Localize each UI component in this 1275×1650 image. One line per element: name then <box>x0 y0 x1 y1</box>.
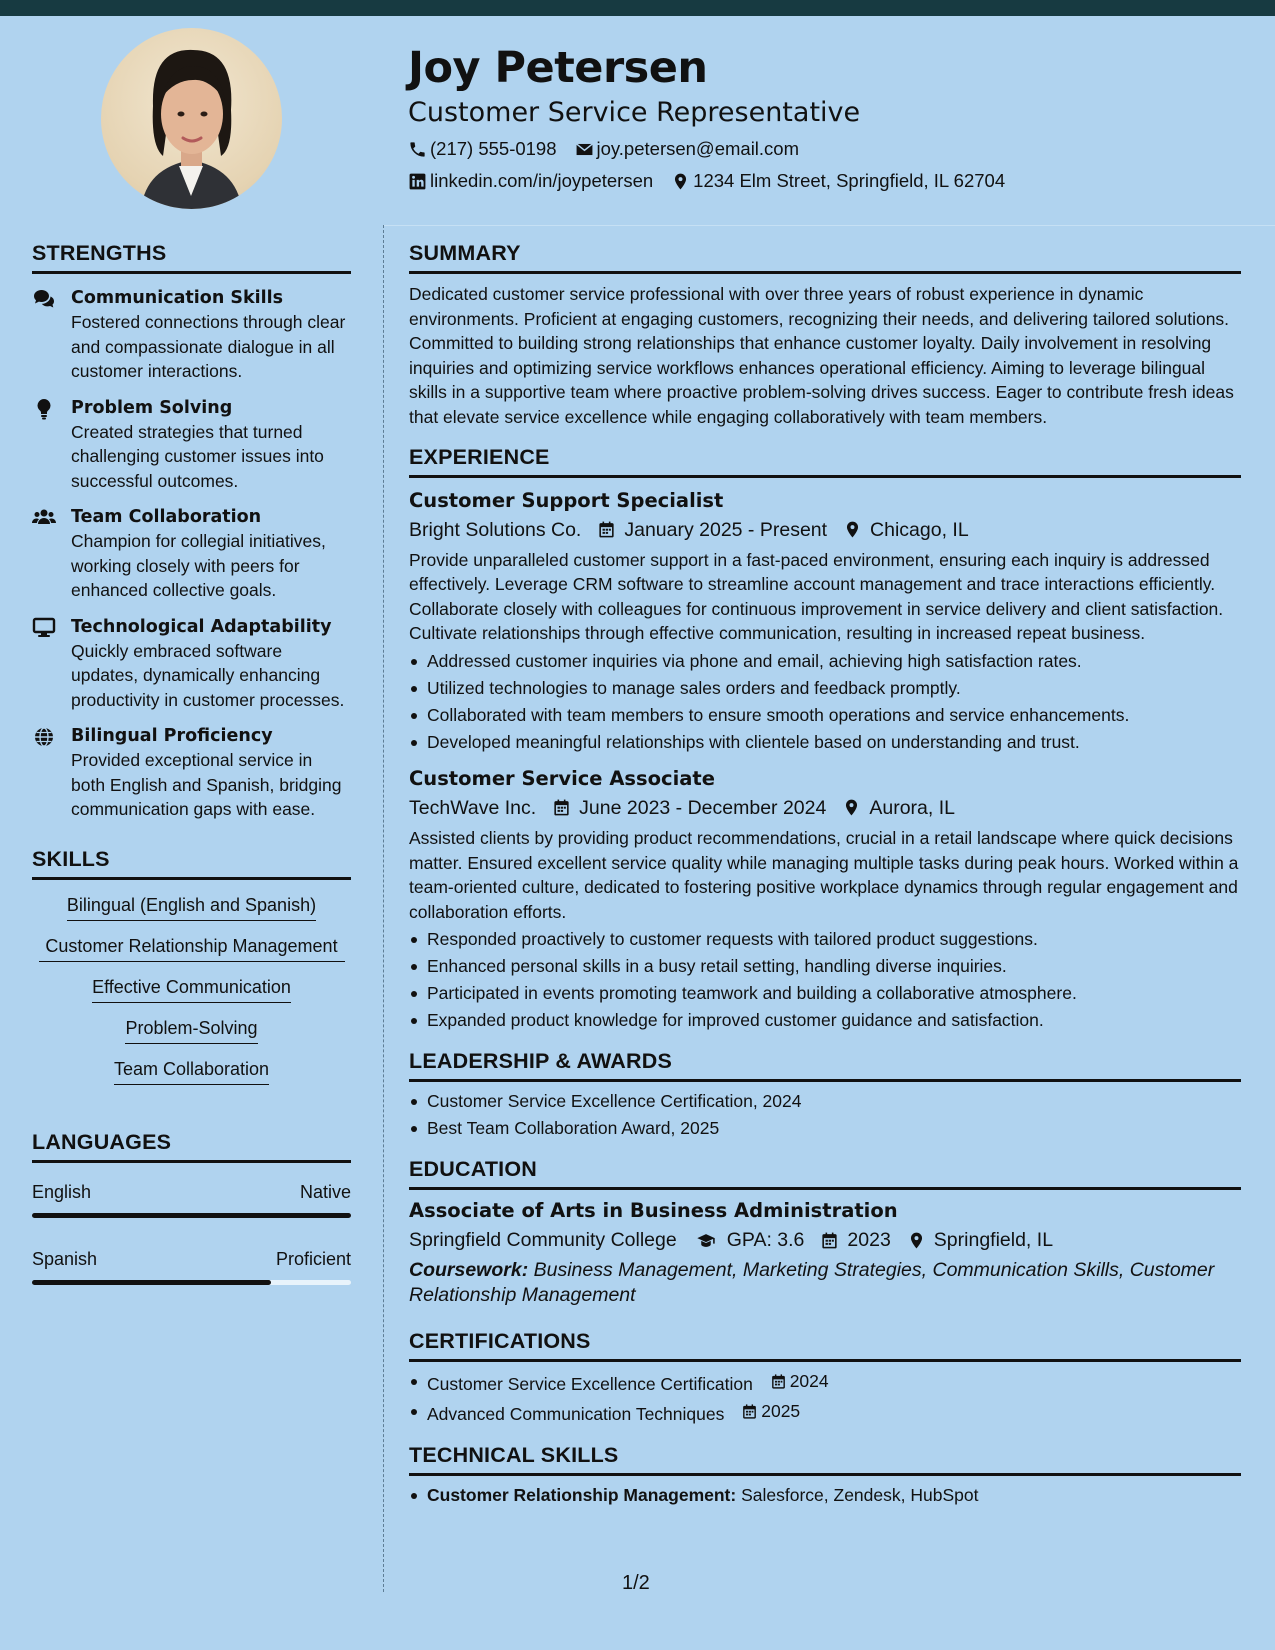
comments-icon <box>32 288 56 310</box>
strength-title: Team Collaboration <box>71 507 262 527</box>
column-divider <box>383 225 384 1592</box>
skills-list <box>32 893 351 1085</box>
phone-contact[interactable] <box>408 138 557 160</box>
skills-heading: SKILLS <box>32 846 351 880</box>
skill-item <box>32 1016 351 1044</box>
header <box>408 40 1023 194</box>
envelope-icon <box>575 140 594 159</box>
strength-desc: Provided exceptional service in both English and Spanish, bridging communication gaps with ease. <box>71 750 342 819</box>
linkedin-text: linkedin.com/in/joypetersen <box>430 170 654 191</box>
certification-name: Advanced Communication Techniques <box>427 1404 725 1425</box>
skill-label: Effective Communication <box>92 975 291 1003</box>
bullet-item: Enhanced personal skills in a busy retail setting, handling diverse inquiries. <box>409 953 1241 980</box>
email-text: joy.petersen@email.com <box>596 138 800 159</box>
bullet-item: Developed meaningful relationships with clientele based on understanding and trust. <box>409 729 1241 756</box>
language-bar <box>32 1280 351 1285</box>
language-item <box>32 1179 351 1218</box>
degree-title: Associate of Arts in Business Administration <box>409 1199 898 1223</box>
strength-item <box>32 615 351 713</box>
bullet-item: Participated in events promoting teamwork and building a collaborative atmosphere. <box>409 980 1241 1007</box>
calendar-icon <box>820 1231 839 1250</box>
bullet-item: Expanded product knowledge for improved customer guidance and satisfaction. <box>409 1007 1241 1034</box>
language-name: English <box>32 1181 92 1202</box>
graduation-year: 2023 <box>847 1229 891 1252</box>
calendar-icon <box>741 1403 758 1420</box>
strength-title: Problem Solving <box>71 397 233 418</box>
job-company: TechWave Inc. <box>409 796 537 819</box>
job-meta <box>409 794 1241 822</box>
skill-label: Customer Relationship Management <box>39 934 345 962</box>
skill-label: Team Collaboration <box>114 1057 269 1085</box>
certification-year: 2025 <box>761 1401 801 1422</box>
awards-list <box>409 1088 1241 1142</box>
globe-icon <box>32 726 56 748</box>
skill-item <box>32 893 351 921</box>
strength-title: Communication Skills <box>71 288 284 308</box>
linkedin-icon <box>408 172 427 191</box>
language-name: Spanish <box>32 1248 98 1269</box>
education-heading: EDUCATION <box>409 1156 1241 1190</box>
job-description: Provide unparalleled customer support in a fast-paced environment, ensuring each inquiry is addressed effectively. Leverage CRM software to streamline account management and trace interactions efficiently. Collaborate closely with colleagues for continuous improvement in service delivery and client satisfaction. Cultivate relationships through effective communication, resulting in increased repeat business. <box>409 549 1224 644</box>
top-bar <box>0 0 1275 16</box>
certification-name: Customer Service Excellence Certification <box>427 1374 753 1395</box>
job-entry <box>409 766 1241 1034</box>
skill-item <box>32 975 351 1003</box>
users-icon <box>32 507 56 529</box>
technical-skills-list <box>409 1482 1241 1509</box>
strength-desc: Created strategies that turned challenging customer issues into successful outcomes. <box>71 421 324 491</box>
certifications-list <box>409 1368 1241 1428</box>
page-number: 1/2 <box>622 1572 650 1594</box>
bullet-item: Collaborated with team members to ensure smooth operations and service enhancements. <box>409 702 1241 729</box>
strength-item <box>32 505 351 603</box>
certification-item <box>409 1398 1241 1428</box>
language-bar <box>32 1213 351 1218</box>
award-item: Best Team Collaboration Award, 2025 <box>409 1115 1241 1142</box>
strength-desc: Champion for collegial initiatives, working closely with peers for enhanced collective goals. <box>71 531 326 600</box>
calendar-icon <box>597 520 616 539</box>
bullet-item: Addressed customer inquiries via phone and email, achieving high satisfaction rates. <box>409 648 1241 675</box>
school-name: Springfield Community College <box>409 1229 677 1252</box>
address-contact <box>671 170 1005 192</box>
email-contact[interactable] <box>575 138 800 160</box>
job-company: Bright Solutions Co. <box>409 518 582 541</box>
contact-row-2 <box>408 168 1023 194</box>
job-bullets <box>409 926 1241 1034</box>
strengths-heading: STRENGTHS <box>32 240 351 274</box>
strength-item <box>32 396 351 494</box>
strength-item <box>32 286 351 384</box>
skill-label: Bilingual (English and Spanish) <box>67 893 316 921</box>
left-column <box>32 240 351 1285</box>
job-bullets <box>409 648 1241 756</box>
technical-skill-item <box>409 1482 1241 1509</box>
strength-desc: Quickly embraced software updates, dynamically enhancing productivity in customer processes. <box>71 640 345 710</box>
map-pin-icon <box>843 520 862 539</box>
candidate-title: Customer Service Representative <box>408 97 861 128</box>
contact-row-1 <box>408 136 1023 162</box>
graduation-cap-icon <box>693 1231 719 1250</box>
lightbulb-icon <box>32 398 56 420</box>
languages-heading: LANGUAGES <box>32 1129 351 1163</box>
language-bar-fill <box>32 1213 351 1218</box>
summary-heading: SUMMARY <box>409 240 1241 274</box>
technical-skill-label: Customer Relationship Management: <box>427 1485 737 1506</box>
gpa: GPA: 3.6 <box>726 1229 805 1252</box>
job-title: Customer Service Associate <box>409 766 715 790</box>
coursework <box>409 1258 1241 1308</box>
job-title: Customer Support Specialist <box>409 488 724 512</box>
language-level: Proficient <box>275 1248 351 1269</box>
candidate-name: Joy Petersen <box>408 43 708 93</box>
job-entry <box>409 488 1241 756</box>
experience-heading: EXPERIENCE <box>409 444 1241 478</box>
map-pin-icon <box>907 1231 926 1250</box>
certification-item <box>409 1368 1241 1398</box>
bullet-item: Utilized technologies to manage sales orders and feedback promptly. <box>409 675 1241 702</box>
certifications-heading: CERTIFICATIONS <box>409 1328 1241 1362</box>
job-meta <box>409 516 1241 544</box>
phone-text: (217) 555-0198 <box>430 138 557 159</box>
map-pin-icon <box>842 798 861 817</box>
calendar-icon <box>770 1373 787 1390</box>
strength-title: Bilingual Proficiency <box>71 726 273 746</box>
skill-item <box>32 1057 351 1085</box>
language-level: Native <box>299 1181 351 1202</box>
bullet-item: Responded proactively to customer requests with tailored product suggestions. <box>409 926 1241 953</box>
strength-item <box>32 724 351 822</box>
language-item <box>32 1246 351 1285</box>
coursework-label: Coursework: <box>409 1259 529 1282</box>
job-location: Chicago, IL <box>870 518 969 541</box>
summary-text: Dedicated customer service professional with over three years of robust experience in dynamic environments. Proficient at engaging customers, recognizing their needs, and delivering tailored solutions. Committed to building strong relationships that enhance customer loyalty. Daily involvement in resolving inquiries and optimizing service workflows enhances operational efficiency. Aiming to leverage bilingual skills in a supportive team where proactive problem-solving drives success. Eager to contribute fresh ideas that elevate service excellence while engaging collaboratively with team members. <box>409 284 1234 427</box>
certification-year: 2024 <box>789 1371 829 1392</box>
coursework-text: Business Management, Marketing Strategies, Communication Skills, Customer Relationship Management <box>409 1259 1215 1307</box>
profile-photo <box>101 28 282 209</box>
job-dates: June 2023 - December 2024 <box>579 796 827 819</box>
calendar-icon <box>552 798 571 817</box>
technical-skill-value: Salesforce, Zendesk, HubSpot <box>741 1485 979 1506</box>
map-pin-icon <box>671 172 690 191</box>
job-location: Aurora, IL <box>869 796 955 819</box>
linkedin-contact[interactable] <box>408 170 653 192</box>
skill-label: Problem-Solving <box>125 1016 257 1044</box>
job-description: Assisted clients by providing product recommendations, crucial in a retail landscape where quick decisions matter. Ensured excellent service quality while managing multiple tasks during peak hours. Worked within a team-oriented culture, dedicated to fostering positive workplace dynamics through regular engagement and collaboration efforts. <box>409 827 1239 922</box>
education-meta <box>409 1226 1241 1254</box>
header-divider <box>383 225 1275 226</box>
awards-heading: LEADERSHIP & AWARDS <box>409 1048 1241 1082</box>
skill-item <box>32 934 351 962</box>
job-dates: January 2025 - Present <box>624 518 828 541</box>
phone-icon <box>408 140 427 159</box>
technical-skills-heading: TECHNICAL SKILLS <box>409 1442 1241 1476</box>
strength-desc: Fostered connections through clear and compassionate dialogue in all customer interactions. <box>71 312 346 381</box>
desktop-icon <box>32 617 56 639</box>
strength-title: Technological Adaptability <box>71 616 332 637</box>
language-bar-fill <box>32 1280 271 1285</box>
address-text: 1234 Elm Street, Springfield, IL 62704 <box>693 170 1006 191</box>
award-item: Customer Service Excellence Certification, 2024 <box>409 1088 1241 1115</box>
education-location: Springfield, IL <box>933 1229 1054 1252</box>
right-column <box>409 240 1241 1509</box>
